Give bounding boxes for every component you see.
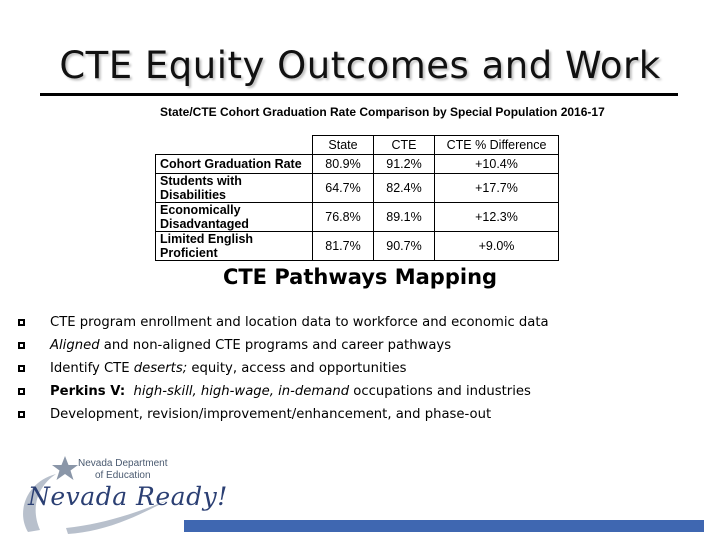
bullet-text-rest: occupations and industries [349,383,531,399]
list-item [18,311,549,334]
list-item [18,403,549,426]
bullet-emphasis: deserts; [133,360,188,376]
cell-state: 76.8% [313,203,374,232]
cell-cte: 89.1% [374,203,435,232]
title-underline [40,93,678,96]
bullet-emphasis: Aligned [50,337,100,353]
table-row [156,203,559,232]
bullet-strong: Perkins V: [50,383,126,399]
cell-cte: 91.2% [374,155,435,174]
footer-bar [184,520,704,532]
cell-difference: +9.0% [435,232,559,261]
bullet-text: Development, revision/improvement/enhancement, and phase-out [50,406,492,422]
row-label: Cohort Graduation Rate [156,155,313,174]
bullet-text [50,382,531,402]
cell-difference: +10.4% [435,155,559,174]
row-label: Students with Disabilities [156,174,313,203]
bullet-text-rest: equity, access and opportunities [187,360,407,376]
bullet-text-rest: and non-aligned CTE programs and career pathways [99,337,452,353]
list-item [18,380,549,403]
cell-state: 81.7% [313,232,374,261]
cell-cte: 90.7% [374,232,435,261]
department-name [78,458,168,482]
table-header-state: State [313,136,374,155]
cell-difference: +17.7% [435,174,559,203]
list-item [18,357,549,380]
square-bullet-icon [18,365,25,372]
square-bullet-icon [18,388,25,395]
table-row [156,174,559,203]
section-title: CTE Pathways Mapping [222,265,498,289]
table-caption: State/CTE Cohort Graduation Rate Comparison by Special Population 2016-17 [160,105,605,119]
slide-title: CTE Equity Outcomes and Work [59,44,661,87]
square-bullet-icon [18,319,25,326]
list-item [18,334,549,357]
table-row [156,232,559,261]
dept-line-2: of Education [94,470,151,481]
table-header-row [156,136,559,155]
cell-state: 80.9% [313,155,374,174]
bullet-text: CTE program enrollment and location data to workforce and economic data [50,314,549,330]
row-label: Limited English Proficient [156,232,313,261]
graduation-rate-table [155,135,559,261]
square-bullet-icon [18,411,25,418]
cell-difference: +12.3% [435,203,559,232]
bullet-text [50,336,451,356]
bullet-text-pre: Identify CTE [50,360,134,376]
bullet-list [18,311,549,426]
table-header-blank [156,136,313,155]
bullet-emphasis: high-skill, high-wage, in-demand [125,383,350,399]
square-bullet-icon [18,342,25,349]
dept-line-1: Nevada Department [78,458,168,469]
table-header-difference: CTE % Difference [435,136,559,155]
cell-cte: 82.4% [374,174,435,203]
bullet-text [50,359,407,379]
nevada-ready-wordmark: Nevada Ready! [28,482,228,511]
table-row [156,155,559,174]
cell-state: 64.7% [313,174,374,203]
table-header-cte: CTE [374,136,435,155]
row-label: Economically Disadvantaged [156,203,313,232]
